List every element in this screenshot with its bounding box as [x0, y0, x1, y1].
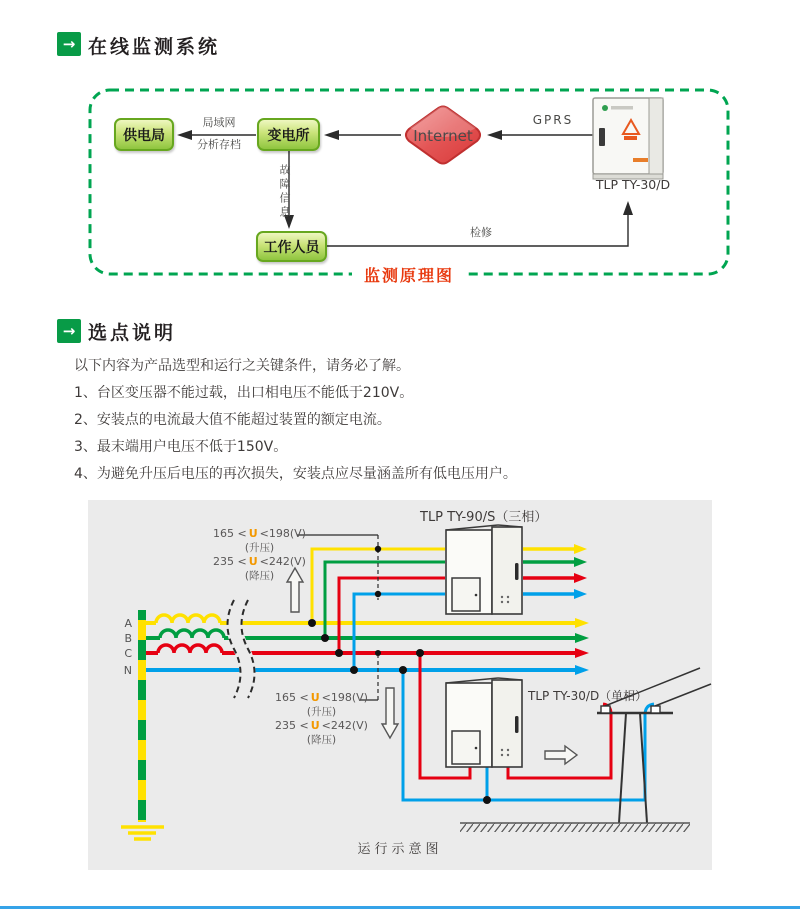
overhead-wire-2	[655, 684, 711, 706]
line-break-gap	[235, 598, 248, 698]
operation-diagram-canvas	[88, 500, 712, 870]
note-item-4: 4、为避免升压后电压的再次损失，安装点应尽量涵盖所有低电压用户。	[74, 466, 517, 482]
repair-label: 检修	[470, 226, 492, 239]
device-model-label: TLP TY-30/D	[595, 177, 671, 192]
single-phase-device-label: TLP TY-30/D（单相）	[528, 689, 648, 703]
lan-label: 局域网	[202, 116, 236, 129]
gprs-label: GPRS	[532, 113, 574, 127]
arrow-badge-icon: →	[57, 319, 81, 343]
phase-a-coil	[156, 615, 220, 623]
section-title-monitoring: 在线监测系统	[88, 36, 221, 58]
bus-lines	[142, 615, 589, 675]
phase-label-b: B	[124, 632, 132, 645]
note-item-2: 2、安装点的电流最大值不能超过装置的额定电流。	[74, 412, 391, 428]
fault-info-label: 故障信息	[278, 164, 291, 220]
node-substation: 变电所	[257, 118, 320, 151]
pole-striped	[138, 610, 146, 822]
arrow-to-substation	[324, 130, 339, 140]
operation-caption: 运行示意图	[357, 842, 443, 857]
arrow-badge-icon: →	[57, 32, 81, 56]
phase-label-c: C	[124, 647, 132, 660]
phase-b-coil	[160, 630, 224, 638]
phase-label-a: A	[124, 617, 132, 630]
phase-c-coil	[158, 645, 222, 653]
footer-accent-line	[0, 906, 800, 909]
operation-diagram-panel	[88, 500, 712, 870]
ground-hatch	[460, 823, 690, 832]
insulator-2	[651, 706, 660, 713]
three-phase-cabinet-graphic	[446, 525, 522, 614]
insulator-1	[601, 706, 610, 713]
cabinet1-outputs	[523, 549, 574, 594]
voltage-note-bottom: 165 < U <198(V) (升压) 235 < U <242(V) (降压)	[275, 691, 368, 746]
arrow-to-internet	[487, 130, 502, 140]
cabinet2-wiring	[403, 653, 654, 800]
node-worker: 工作人员	[256, 231, 327, 262]
archive-label: 分析存档	[197, 138, 241, 151]
three-phase-device-label: TLP TY-90/S（三相）	[420, 510, 548, 525]
buck-down-arrow	[382, 688, 398, 738]
internet-label: Internet	[413, 127, 473, 145]
note-item-1: 1、台区变压器不能过载，出口相电压不能低于210V。	[74, 385, 414, 401]
phase-labels	[124, 617, 133, 677]
arrow-to-device	[623, 201, 633, 215]
principle-caption-row	[88, 263, 730, 286]
monitor-cabinet-graphic	[593, 98, 663, 179]
section-title-selection: 选点说明	[88, 322, 177, 344]
note-item-3: 3、最末端用户电压不低于150V。	[74, 439, 288, 455]
single-phase-cabinet-graphic	[446, 678, 522, 767]
flow-right-arrow	[545, 746, 577, 764]
notes-intro: 以下内容为产品选型和运行之关键条件，请务必了解。	[74, 358, 410, 374]
node-power-bureau: 供电局	[114, 118, 174, 151]
voltage-note-top: 165 < U <198(V) (升压) 235 < U <242(V) (降压)	[213, 527, 306, 582]
phase-label-n: N	[123, 664, 132, 677]
principle-caption: 监测原理图	[352, 263, 466, 286]
